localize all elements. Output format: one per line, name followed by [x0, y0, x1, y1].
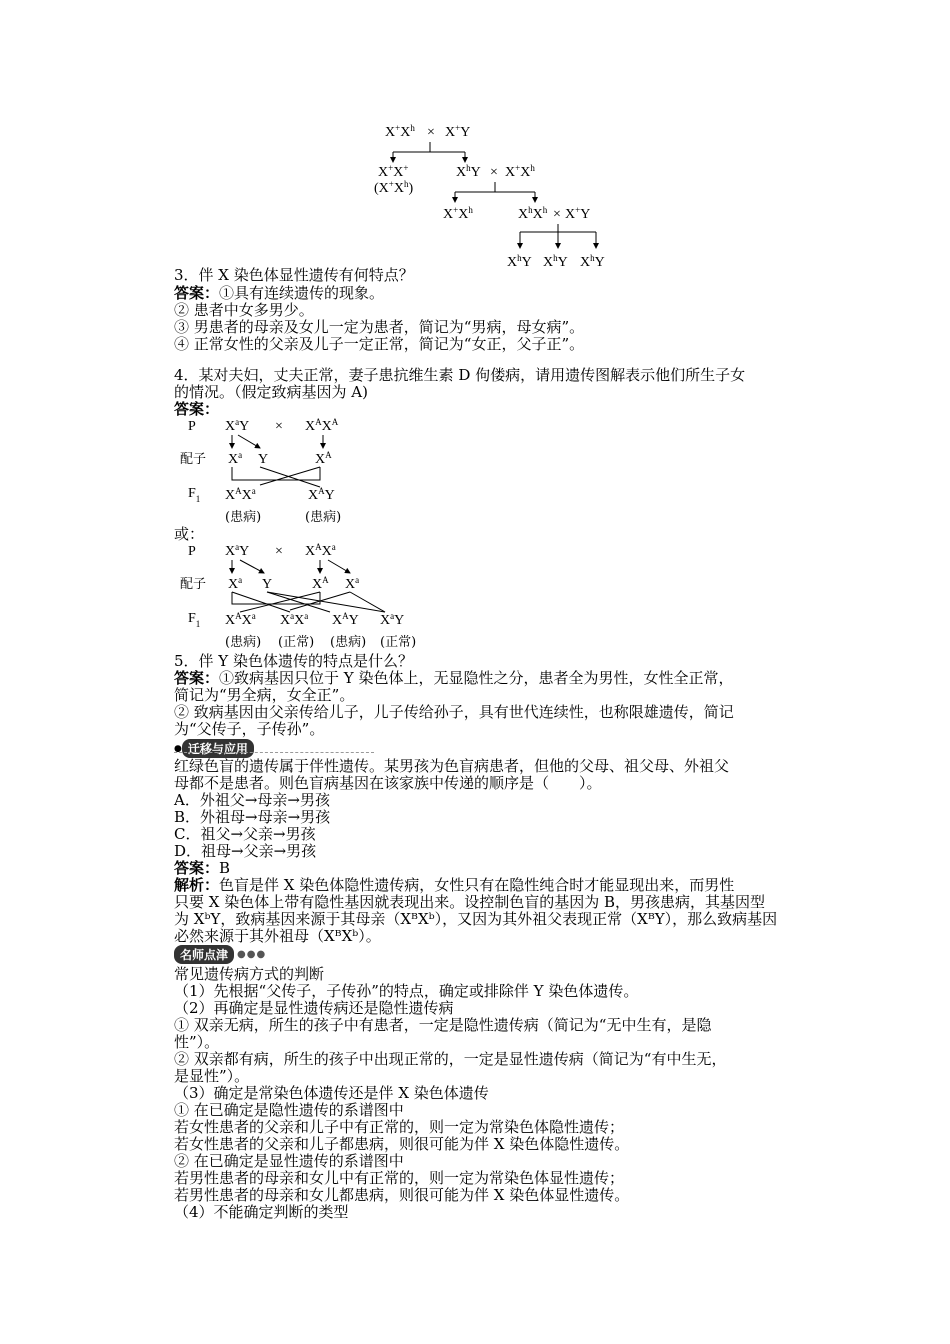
gamete-label: 配子 [180, 452, 207, 467]
cross-diagram-3 [180, 540, 430, 655]
analysis-3: 为 XᵇY，致病基因来源于其母亲（XᴮXᵇ），又因为其外祖父表现正常（XᴮY），那么致病基因 [174, 910, 778, 928]
practice-stem-2: 母都不是患者。则色盲病基因在该家族中传递的顺序是（ ）。 [174, 774, 602, 792]
f1-label-2: $F_1$ [188, 611, 201, 629]
f1-male: $X^AY$ [308, 486, 335, 503]
tips-6: ① 在已确定是隐性遗传的系谱图中 [174, 1101, 404, 1119]
tips-8: 若女性患者的父亲和儿子都患病，则很可能为伴 X 染色体隐性遗传。 [174, 1135, 630, 1153]
tips-12: （4）不能确定判断的类型 [174, 1203, 349, 1221]
f1-2-b: $X^aX^a$ [280, 611, 309, 628]
q3-answer-1: 答案：①具有连续遗传的现象。 [174, 284, 385, 302]
cross-symbol-2: × [490, 165, 498, 180]
p-cross: × [275, 419, 283, 434]
q3-answer-2: ② 患者中女多男少。 [174, 301, 314, 319]
parent-male: X+Y [445, 123, 471, 140]
child-male: $X^hY$ [456, 163, 481, 180]
q3-answer-4: ④ 正常女性的父亲及儿子一定正常，简记为“女正，父子正”。 [174, 335, 585, 353]
tips-2: （2）再确定是显性遗传病还是隐性遗传病 [174, 999, 454, 1017]
tips-10: 若男性患者的母亲和女儿中有正常的，则一定为常染色体显性遗传； [174, 1169, 625, 1187]
g2-XA: $X^A$ [312, 575, 329, 592]
q5-answer-2: ② 致病基因由父亲传给儿子，儿子传给孙子，具有世代连续性，也称限雄遗传，简记 [174, 703, 734, 721]
spouse: $X^+X^h$ [505, 163, 535, 180]
child-female-alt: $(X^+X^h)$ [374, 179, 414, 196]
f1-female: $X^AX^a$ [225, 486, 256, 503]
f1-2-d: $X^aY$ [380, 611, 405, 628]
tips-3: ① 双亲无病，所生的孩子中有患者，一定是隐性遗传病（简记为“无中生有，是隐 [174, 1016, 712, 1034]
f1-2-b-status: (正常) [278, 635, 315, 650]
bullet-icon: ● [174, 743, 182, 754]
analysis-2: 只要 X 染色体上带有隐性基因就表现出来。设控制色盲的基因为 B，男孩患病，其基因型 [174, 893, 766, 911]
g2-y: Y [262, 577, 273, 592]
practice-answer: 答案：B [174, 859, 231, 877]
tips-3b: 性”）。 [174, 1033, 220, 1051]
f1-2-a-status: (患病) [225, 635, 262, 650]
section-banner-transfer [174, 739, 254, 758]
f1-2-c: $X^AY$ [332, 611, 359, 628]
answer-label: 答案： [174, 284, 220, 302]
analysis-1: 解析：色盲是伴 X 染色体隐性遗传病，女性只有在隐性纯合时才能显现出来，而男性 [174, 876, 735, 894]
option-d: D．祖母→父亲→男孩 [174, 842, 317, 860]
p2-father: $X^aY$ [225, 542, 250, 559]
f1-2-d-status: (正常) [380, 635, 417, 650]
gamete-label-2: 配子 [180, 577, 207, 592]
p-father: $X^aY$ [225, 417, 250, 434]
tips-11: 若男性患者的母亲和女儿都患病，则很可能为伴 X 染色体显性遗传。 [174, 1186, 630, 1204]
spouse-2: X+Y [565, 205, 591, 222]
parent-female: $X^+X^h$ [385, 123, 415, 140]
f1-2-a: $X^AX^a$ [225, 611, 256, 628]
analysis-4: 必然来源于其外祖母（XᴮXᵇ）。 [174, 927, 381, 945]
option-c: C．祖父→父亲→男孩 [174, 825, 316, 843]
option-a: A．外祖父→母亲→男孩 [174, 791, 330, 809]
tips-4: ② 双亲都有病，所生的孩子中出现正常的，一定是显性遗传病（简记为“有中生无， [174, 1050, 727, 1068]
cross-symbol-3: × [553, 207, 561, 222]
p-label: P [188, 419, 196, 434]
p2-cross: × [275, 544, 283, 559]
q4-answer-label: 答案： [174, 400, 220, 418]
banner-label-2: 名师点津 [174, 945, 234, 964]
q3-question: 3．伴 X 染色体显性遗传有何特点？ [174, 266, 414, 284]
gen3-female-2: $X^hX^h$ [518, 205, 548, 222]
q5-question: 5．伴 Y 染色体遗传的特点是什么？ [174, 652, 413, 670]
p-label-2: P [188, 544, 196, 559]
tips-5: （3）确定是常染色体遗传还是伴 X 染色体遗传 [174, 1084, 489, 1102]
q4-question-1: 4．某对夫妇，丈夫正常，妻子患抗维生素 D 佝偻病，请用遗传图解表示他们所生子女 [174, 366, 746, 384]
banner-divider [174, 752, 374, 753]
leaf-2: $X^hY$ [543, 253, 568, 270]
tips-4b: 是显性”）。 [174, 1067, 250, 1085]
practice-stem-1: 红绿色盲的遗传属于伴性遗传。某男孩为色盲病患者，但他的父母、祖父母、外祖父 [174, 757, 730, 775]
cross-diagram-1 [360, 118, 620, 278]
f1-male-status: (患病) [305, 510, 342, 525]
tips-9: ② 在已确定是显性遗传的系谱图中 [174, 1152, 404, 1170]
child-female: X+X+ [378, 163, 409, 180]
gamete-xa: $X^a$ [228, 450, 243, 467]
gamete-y: Y [258, 452, 269, 467]
f1-2-c-status: (患病) [330, 635, 367, 650]
q4-question-2: 的情况。（假定致病基因为 A) [174, 383, 368, 401]
q5-answer-1: 答案：①致病基因只位于 Y 染色体上，无显隐性之分，患者全为男性，女性全正常， [174, 669, 734, 687]
cross-diagram-2 [180, 415, 360, 530]
cross-symbol: × [427, 125, 435, 140]
g2-xa: $X^a$ [228, 575, 243, 592]
tips-title: 常见遗传病方式的判断 [174, 965, 325, 983]
banner-label: 迁移与应用 [182, 739, 254, 758]
f1-label: $F_1$ [188, 486, 201, 504]
dots-icon: ●●● [237, 949, 267, 960]
leaf-1: $X^hY$ [507, 253, 532, 270]
p2-mother: $X^AX^a$ [305, 542, 336, 559]
q3-answer-3: ③ 男患者的母亲及女儿一定为患者，简记为“男病，母女病”。 [174, 318, 585, 336]
leaf-3: $X^hY$ [580, 253, 605, 270]
or-label: 或： [174, 525, 205, 543]
p-mother: $X^AX^A$ [305, 417, 339, 434]
option-b: B．外祖母→母亲→男孩 [174, 808, 331, 826]
tips-7: 若女性患者的父亲和儿子中有正常的，则一定为常染色体隐性遗传； [174, 1118, 625, 1136]
tips-1: （1）先根据“父传子，子传孙”的特点，确定或排除伴 Y 染色体遗传。 [174, 982, 639, 1000]
gen3-female: $X^+X^h$ [443, 205, 473, 222]
g2-xa2: $X^a$ [345, 575, 360, 592]
gamete-XA: $X^A$ [315, 450, 332, 467]
q5-answer-2b: 为“父传子，子传孙”。 [174, 720, 325, 738]
section-banner-tips [174, 945, 266, 964]
q5-answer-1b: 简记为“男全病，女全正”。 [174, 686, 355, 704]
f1-female-status: (患病) [225, 510, 262, 525]
